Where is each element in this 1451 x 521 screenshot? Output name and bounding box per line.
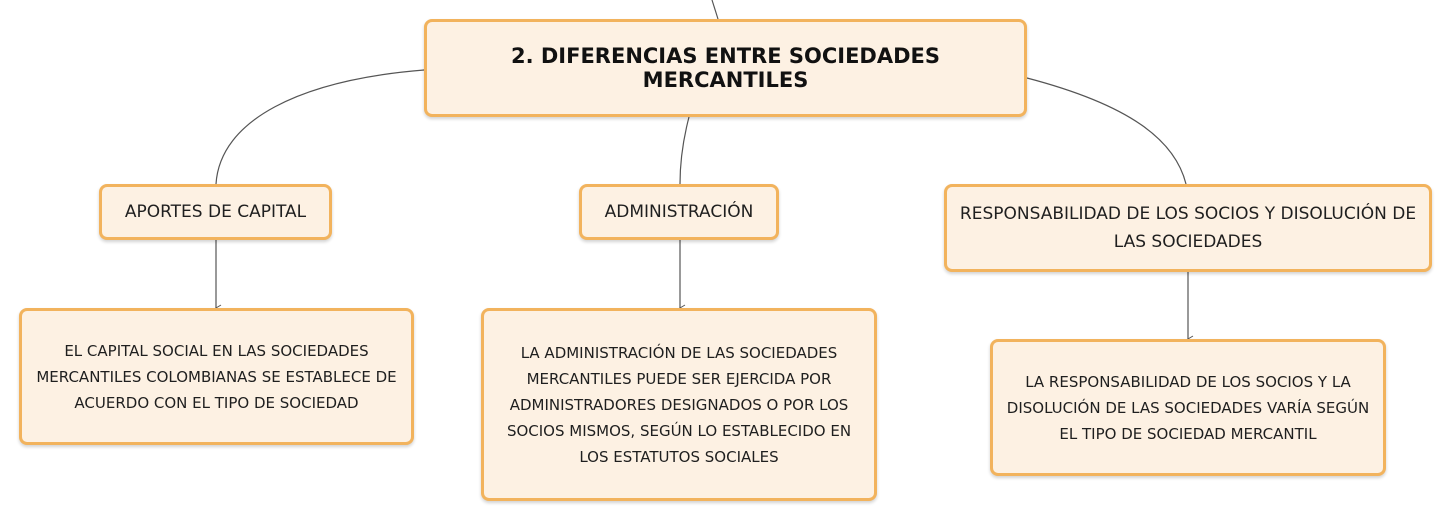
detail-node-administracion[interactable] <box>481 308 877 501</box>
branch-label: ADMINISTRACIÓN <box>604 202 754 222</box>
detail-text: LA ADMINISTRACIÓN DE LAS SOCIEDADES MERCANTILES PUEDE SER EJERCIDA POR ADMINISTRADORES DESIGNADOS O POR LOS SOCIOS MISMOS, SEGÚN LO ESTABLECIDO EN LOS ESTATUTOS SOCIALES <box>506 343 852 466</box>
branch-label: APORTES DE CAPITAL <box>124 202 307 222</box>
connector-parent-to-root <box>712 0 718 19</box>
detail-text: LA RESPONSABILIDAD DE LOS SOCIOS Y LA DISOLUCIÓN DE LAS SOCIEDADES VARÍA SEGÚN EL TIPO DE SOCIEDAD MERCANTIL <box>1006 372 1370 443</box>
connector-root-to-responsabilidad <box>1027 78 1186 184</box>
branch-label: RESPONSABILIDAD DE LOS SOCIOS Y DISOLUCIÓN DE LAS SOCIEDADES <box>959 204 1417 252</box>
branch-node-aportes-de-capital[interactable] <box>99 184 332 240</box>
detail-node-aportes-de-capital[interactable] <box>19 308 414 445</box>
root-topic-node[interactable] <box>424 19 1027 117</box>
connector-root-to-administracion <box>680 117 689 184</box>
detail-text: EL CAPITAL SOCIAL EN LAS SOCIEDADES MERCANTILES COLOMBIANAS SE ESTABLECE DE ACUERDO CON EL TIPO DE SOCIEDAD <box>36 341 397 412</box>
branch-node-administracion[interactable] <box>579 184 779 240</box>
root-topic-label: 2. DIFERENCIAS ENTRE SOCIEDADES MERCANTILES <box>510 44 941 92</box>
branch-node-responsabilidad[interactable] <box>944 184 1432 272</box>
detail-node-responsabilidad[interactable] <box>990 339 1386 476</box>
connector-root-to-aportes <box>216 70 424 184</box>
